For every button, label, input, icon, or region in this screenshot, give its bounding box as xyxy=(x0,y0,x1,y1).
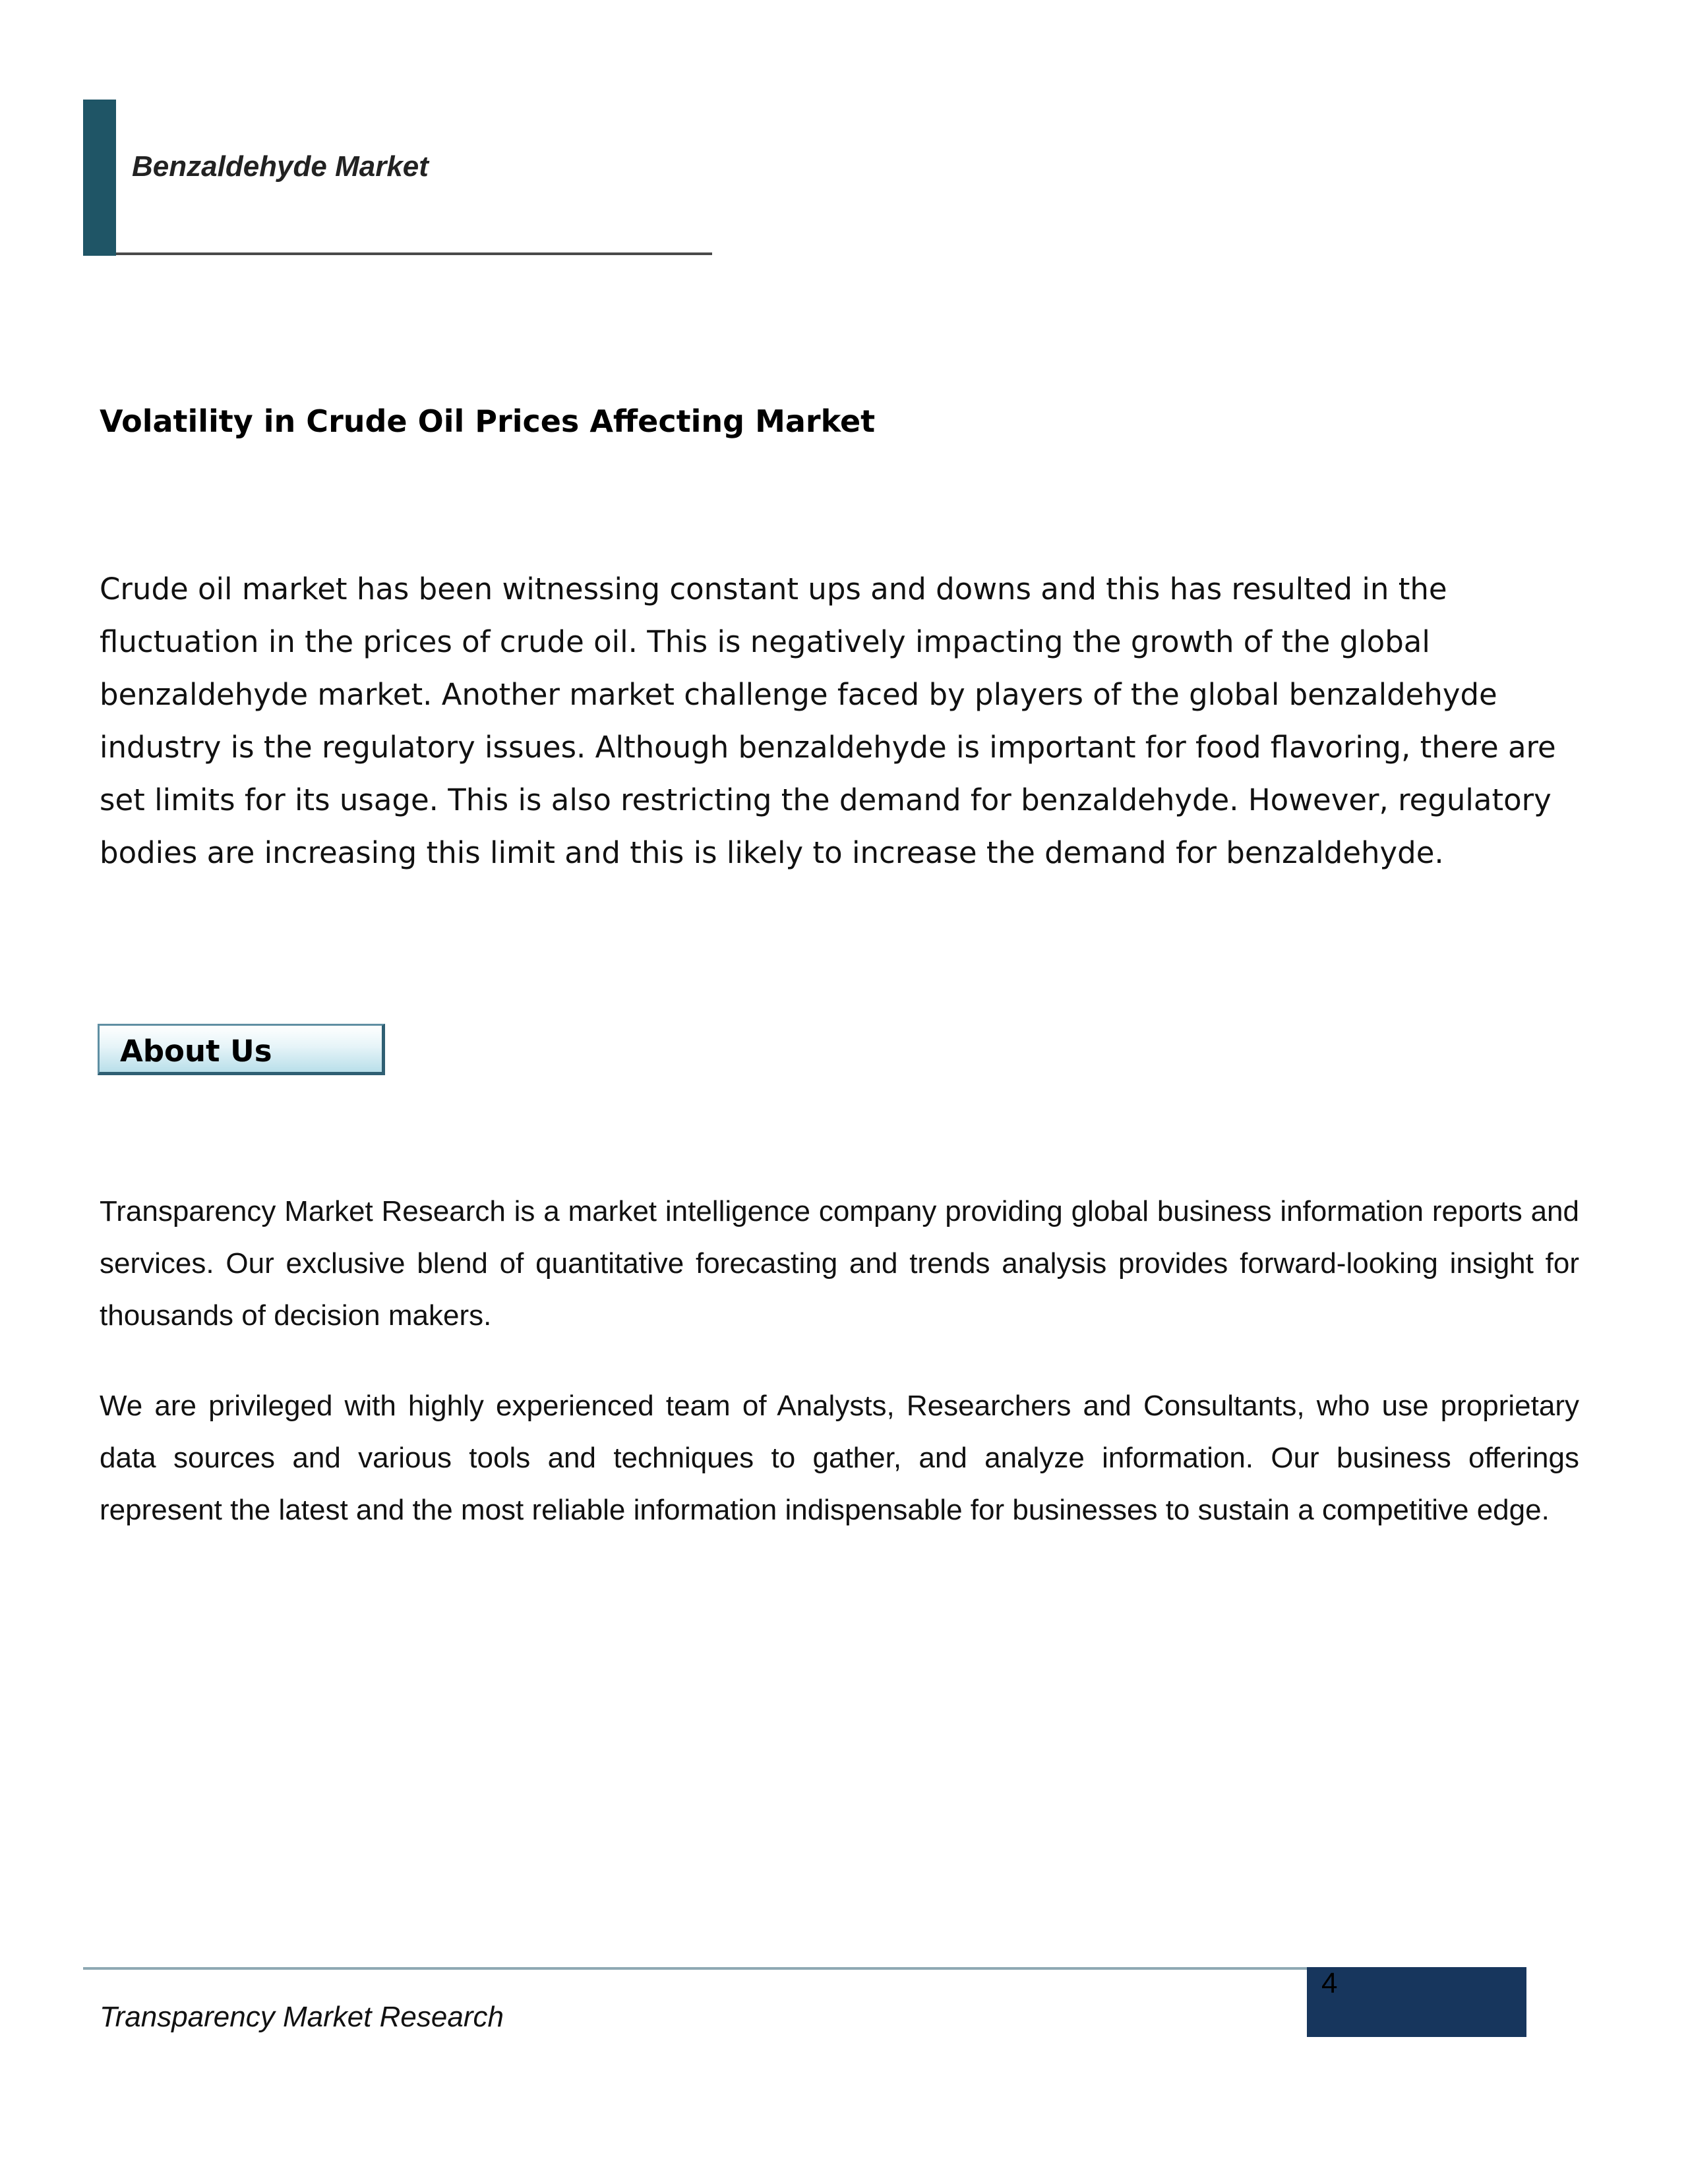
page-number: 4 xyxy=(1321,1967,1338,1999)
section-body-paragraph: Crude oil market has been witnessing constant ups and downs and this has resulted in the fluctuation in the prices of crude oil. This is negatively impacting the growth of the global benzaldehyde market. Another market challenge faced by players of the global benzaldehyde industry is the regulatory issues. Although benzaldehyde is important for food flavoring, there are set limits for its usage. This is also restricting the demand for benzaldehyde. However, regulatory bodies are increasing this limit and this is likely to increase the demand for benzaldehyde. xyxy=(100,572,1556,870)
section-heading: Volatility in Crude Oil Prices Affecting Market xyxy=(100,403,876,439)
footer-page-block xyxy=(1307,1967,1526,2037)
header-accent-bar xyxy=(83,100,116,256)
header-title: Benzaldehyde Market xyxy=(132,150,429,183)
about-paragraph: Transparency Market Research is a market intelligence company providing global business information reports and services. Our exclusive blend of quantitative forecasting and trends analysis provides forward-looking insight for thousands of decision makers. xyxy=(100,1195,1579,1332)
about-us-button[interactable] xyxy=(98,1024,385,1075)
footer-company-name: Transparency Market Research xyxy=(100,2001,504,2033)
footer-divider xyxy=(83,1967,1307,1970)
about-paragraph: We are privileged with highly experienced team of Analysts, Researchers and Consultants, who use proprietary data sources and various tools and techniques to gather, and analyze information. Our business offerings represent the latest and the most reliable information indispensable for businesses to sustain a competitive edge. xyxy=(100,1390,1579,1526)
about-us-label: About Us xyxy=(120,1034,272,1069)
header-divider xyxy=(116,252,712,255)
